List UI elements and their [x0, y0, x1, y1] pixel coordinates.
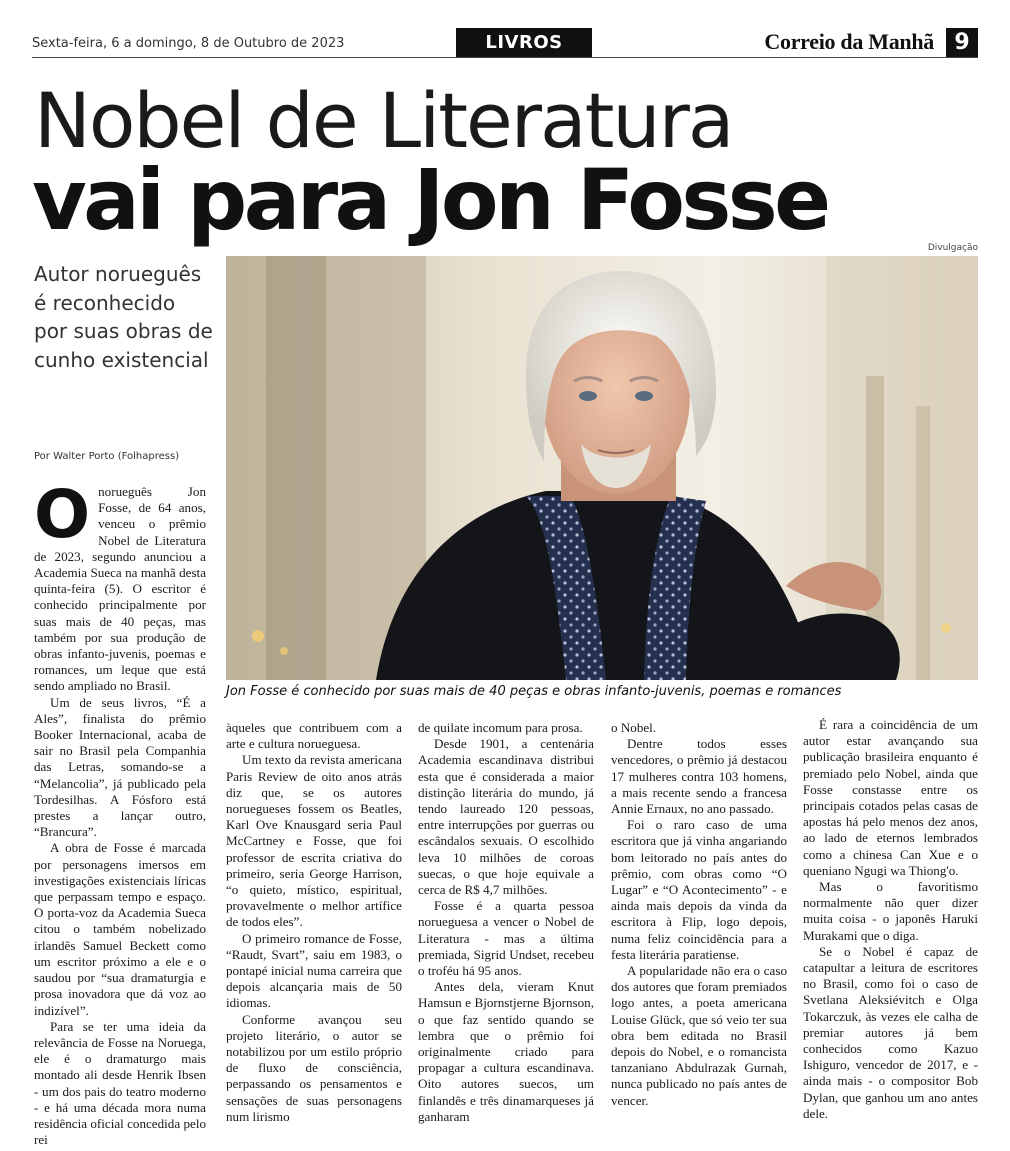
author-photo [226, 256, 978, 680]
paragraph: de quilate incomum para prosa. [418, 720, 583, 735]
paragraph: Desde 1901, a centenária Academia escandinava distribui esta que é considerada a maior distinção literária do mundo, já tendo laureado 120 pessoas, entre interrupções por guerras ou escândalos sexuais. O escolhido leva 10 milhões de coroas suecas, o que hoje equivale a cerca de R$ 4,7 milhões. [418, 736, 594, 898]
masthead [32, 28, 978, 58]
paragraph: Um texto da revista americana Paris Review de oito anos atrás diz que, se os autores noruegueses fossem os Beatles, Karl Ove Knausgard seria Paul McCartney e Fosse, que foi professor de escrita criativa do primeiro, seria George Harrison, “o quieto, místico, espiritual, provavelmente o melhor artífice de todos eles”. [226, 752, 402, 930]
subheadline: Autor norueguês é reconhecido por suas obras de cunho existencial [34, 262, 213, 372]
paragraph: Conforme avançou seu projeto literário, o autor se notabilizou por um estilo próprio de fluxo de consciência, perpassando os pensamentos e sensações de suas personagens num lirismo [226, 1011, 402, 1124]
section-label: LIVROS [456, 28, 592, 58]
paragraph: Dentre todos esses vencedores, o prêmio já destacou 17 mulheres contra 103 homens, a mais recente sendo a francesa Annie Ernaux, no ano passado. [611, 736, 787, 817]
paragraph: Se o Nobel é capaz de catapultar a leitura de escritores no Brasil, como foi o caso de Svetlana Aleksiévitch e Olga Tokarczuk, às vezes ele calha de premiar autores já bem conhecidos como Kazuo Ishiguro, vencedor de 2017, e - ainda mais - o compositor Bob Dylan, que ganhou um ano antes dele. [803, 943, 978, 1121]
paragraph: Antes dela, vieram Knut Hamsun e Bjornstjerne Bjornson, o que faz sentido quando se lembra que o prêmio foi originalmente criado para propagar a cultura escandinava. Oito autores suecos, um finlandês e três dinamarqueses já ganharam [418, 979, 594, 1124]
paragraph: norueguês Jon Fosse, de 64 anos, venceu o prêmio Nobel de Literatura de 2023, segundo anunciou a Academia Sueca na manhã desta quinta-feira (5). O escritor é conhecido principalmente por suas mais de 40 peças, mas também por sua produção de obras infanto-juvenis, poemas e romances, um leque que está sendo ampliado no Brasil. [34, 484, 206, 694]
paragraph: o Nobel. [611, 720, 657, 735]
paragraph: àqueles que contribuem com a arte e cultura norueguesa. [226, 720, 402, 752]
photo-credit: Divulgação [927, 243, 978, 253]
article-column-1 [34, 476, 206, 1148]
paragraph: Mas o favoritismo normalmente não quer dizer muita coisa - o japonês Haruki Murakami que o diga. [803, 879, 978, 943]
paragraph: Foi o raro caso de uma escritora que já vinha angariando bom leitorado no país antes do prêmio, com obras como “O Lugar” e “O Acontecimento” - e ainda mais depois da vinda da escritora à Flip, logo depois, numa feliz coincidência para a festa literária paratiense. [611, 817, 787, 962]
article-column-4 [611, 720, 787, 1109]
newspaper-name: Correio da Manhã [764, 29, 934, 54]
paragraph: Fosse é a quarta pessoa norueguesa a vencer o Nobel de Literatura - mas a última premiada, Sigrid Undset, recebeu o troféu há 95 anos. [418, 898, 594, 979]
photo-caption: Jon Fosse é conhecido por suas mais de 40 peças e obras infanto-juvenis, poemas e romances [226, 684, 842, 699]
article-column-5 [803, 717, 978, 1122]
header-rule [32, 57, 978, 58]
page-number: 9 [946, 28, 978, 58]
headline-line-1: Nobel de Literatura [34, 76, 733, 165]
drop-cap: O [34, 476, 91, 553]
paragraph: O primeiro romance de Fosse, “Raudt, Svart”, saiu em 1983, o pontapé inicial numa carreira que depois alcançaria mais de 50 idiomas. [226, 930, 402, 1011]
byline: Por Walter Porto (Folhapress) [34, 451, 180, 462]
paragraph: É rara a coincidência de um autor estar avançando sua publicação brasileira enquanto é premiado pelo Nobel, ainda que Fosse constasse entre os principais cotados pelas casas de apostas há pelo menos dez anos, ao lado de eternos lembrados como a chinesa Can Xue e o queniano Ngugi wa Thiong'o. [803, 717, 978, 878]
paragraph: A obra de Fosse é marcada por personagens imersos em investigações existenciais líricas que perpassam tempo e espaço. O porta-voz da Academia Sueca citou o também nobelizado irlandês Samuel Beckett como um escritor próximo a ele e o saudou por “sua dramaturgia e prosa inovadora que dá voz ao indizível”. [34, 840, 206, 1018]
article-column-2 [226, 720, 402, 1125]
paragraph: A popularidade não era o caso dos autores que foram premiados logo antes, a poeta americana Louise Glück, que só veio ter sua obra bem editada no Brasil depois do Nobel, e o romancista tanzaniano Abdulrazak Gurnah, nunca publicado no país antes de vencer. [611, 963, 787, 1108]
issue-date: Sexta-feira, 6 a domingo, 8 de Outubro de 2023 [32, 36, 345, 51]
article-column-3 [418, 720, 594, 1125]
paragraph: Para se ter uma ideia da relevância de Fosse na Noruega, ele é o dramaturgo mais montado ali desde Henrik Ibsen - um dos pais do teatro moderno - e há uma década mora numa residência oficial concedida pelo rei [34, 1018, 206, 1148]
paragraph: Um de seus livros, “É a Ales”, finalista do prêmio Booker Internacional, acaba de sair no Brasil pela Companhia das Letras, somando-se a “Melancolia”, já publicado pela Tordesilhas. A Fósforo está prestes a lançar outro, “Brancura”. [34, 694, 206, 840]
headline-line-2: vai para Jon Fosse [32, 151, 828, 249]
